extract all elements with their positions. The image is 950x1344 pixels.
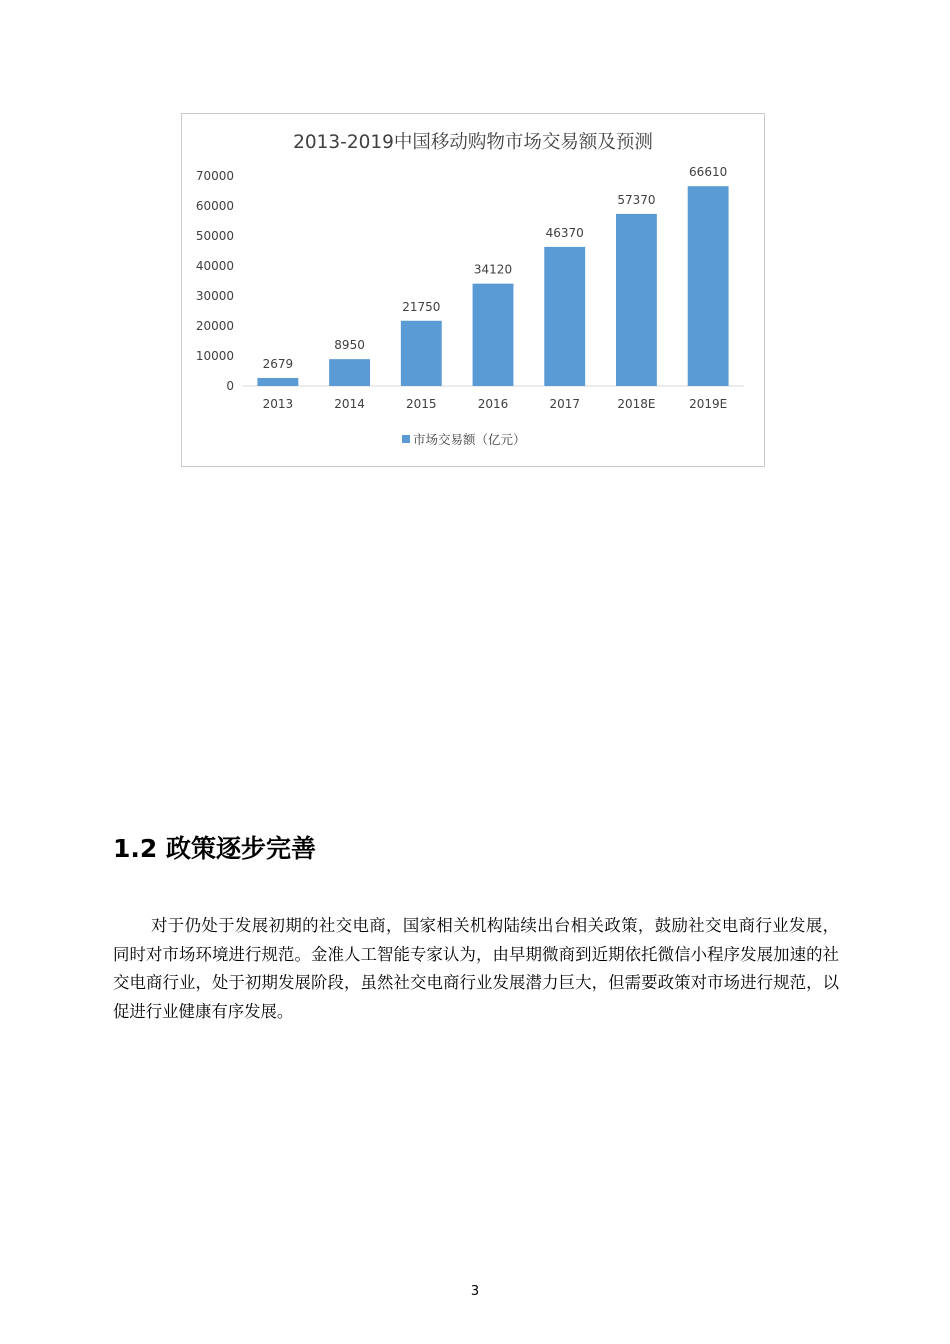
y-tick-label: 0 (226, 379, 234, 393)
y-tick-label: 40000 (195, 259, 234, 273)
data-label: 21750 (402, 299, 441, 314)
x-axis (263, 397, 728, 411)
data-label: 2679 (262, 356, 294, 371)
chart-title: 2013-2019中国移动购物市场交易额及预测 (293, 132, 653, 153)
y-tick-label: 20000 (195, 319, 234, 333)
x-tick-label: 2017 (549, 397, 580, 411)
chart-legend (402, 432, 526, 447)
data-label: 34120 (473, 262, 513, 277)
bar (616, 214, 657, 386)
x-tick-label: 2016 (477, 397, 509, 411)
body-paragraph: 对于仍处于发展初期的社交电商，国家相关机构陆续出台相关政策，鼓励社交电商行业发展，同时对市场环境进行规范。金准人工智能专家认为，由早期微商到近期依托微信小程序发展加速的社交电商行业，处于初期发展阶段，虽然社交电商行业发展潜力巨大，但需要政策对市场进行规范，以促进行业健康有序发展。 (113, 916, 839, 1021)
bar (257, 378, 298, 386)
y-axis (196, 169, 234, 393)
bar (329, 359, 370, 386)
legend-swatch (402, 435, 410, 443)
data-label: 57370 (617, 192, 656, 207)
y-tick-label: 10000 (195, 349, 234, 363)
data-label: 8950 (334, 338, 365, 353)
y-tick-label: 30000 (195, 289, 234, 303)
bar (473, 284, 514, 386)
x-tick-label: 2019E (689, 397, 728, 411)
legend-label: 市场交易额（亿元） (413, 432, 526, 447)
data-label: 46370 (545, 225, 584, 240)
section-heading: 1.2 政策逐步完善 (113, 834, 316, 863)
bar (544, 247, 585, 386)
x-tick-label: 2018E (617, 397, 656, 411)
data-label: 66610 (689, 165, 728, 180)
bar-chart (181, 113, 765, 467)
y-tick-label: 60000 (195, 199, 234, 213)
x-tick-label: 2014 (334, 397, 365, 411)
chart-svg (182, 114, 764, 466)
bar (401, 321, 442, 386)
x-tick-label: 2015 (406, 397, 437, 411)
page-number: 3 (470, 1284, 480, 1299)
y-tick-label: 50000 (195, 229, 234, 243)
bars (257, 165, 728, 386)
bar (688, 186, 729, 386)
x-tick-label: 2013 (262, 397, 294, 411)
y-tick-label: 70000 (195, 169, 234, 183)
